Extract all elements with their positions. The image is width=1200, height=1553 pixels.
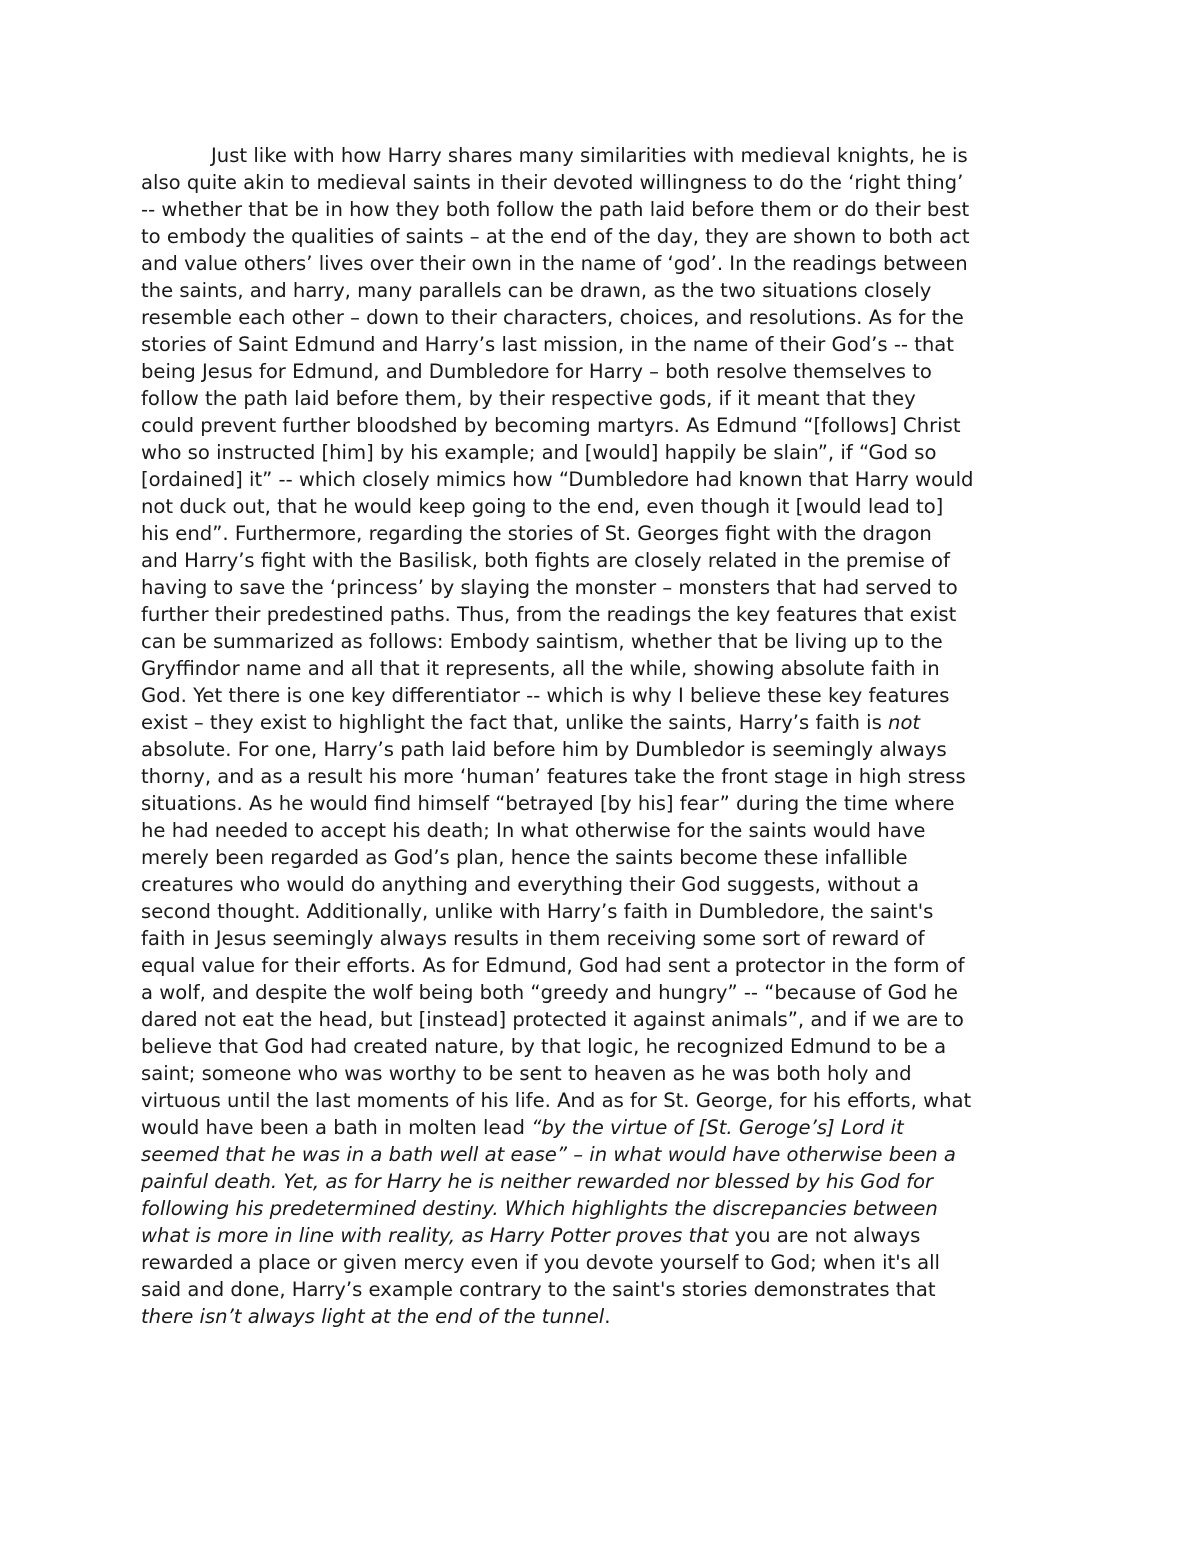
text-line: [141, 763, 1071, 790]
text-segment: Just like with how Harry shares many similarities with medieval knights, he is: [211, 144, 968, 167]
text-segment: faith in Jesus seemingly always results in them receiving some sort of reward of: [141, 927, 925, 950]
text-segment: believe that God had created nature, by that logic, he recognized Edmund to be a: [141, 1035, 947, 1058]
text-line: [141, 952, 1071, 979]
text-line: [141, 1060, 1071, 1087]
text-line: [141, 547, 1071, 574]
text-line: [141, 223, 1071, 250]
text-segment: further their predestined paths. Thus, from the readings the key features that exist: [141, 603, 957, 626]
text-line: [141, 925, 1071, 952]
text-line: [141, 682, 1071, 709]
text-segment: his end”. Furthermore, regarding the stories of St. Georges fight with the dragon: [141, 522, 932, 545]
text-line: [141, 1222, 1071, 1249]
italic-text-segment: what is more in line with reality, as Harry Potter proves that: [141, 1224, 735, 1247]
text-segment: can be summarized as follows: Embody saintism, whether that be living up to the: [141, 630, 943, 653]
text-segment: having to save the ‘princess’ by slaying the monster – monsters that had served to: [141, 576, 958, 599]
text-segment: would have been a bath in molten lead: [141, 1116, 532, 1139]
text-segment: could prevent further bloodshed by becoming martyrs. As Edmund “[follows] Christ: [141, 414, 961, 437]
text-line: [141, 304, 1071, 331]
text-line: [141, 439, 1071, 466]
italic-text-segment: not: [888, 711, 921, 734]
italic-text-segment: painful death. Yet, as for Harry he is neither rewarded nor blessed by his God for: [141, 1170, 934, 1193]
text-segment: who so instructed [him] by his example; and [would] happily be slain”, if “God so: [141, 441, 937, 464]
italic-text-segment: there isn’t always light at the end of the tunnel: [141, 1305, 605, 1328]
text-segment: [ordained] it” -- which closely mimics how “Dumbledore had known that Harry would: [141, 468, 974, 491]
text-line: [141, 1303, 1071, 1330]
text-segment: being Jesus for Edmund, and Dumbledore for Harry – both resolve themselves to: [141, 360, 932, 383]
text-line: [141, 142, 1071, 169]
text-segment: -- whether that be in how they both follow the path laid before them or do their best: [141, 198, 970, 221]
text-line: [141, 358, 1071, 385]
italic-text-segment: “by the virtue of [St. Geroge’s] Lord it: [531, 1116, 904, 1139]
text-line: [141, 844, 1071, 871]
text-segment: and Harry’s fight with the Basilisk, both fights are closely related in the premise of: [141, 549, 950, 572]
text-line: [141, 1006, 1071, 1033]
text-segment: saint; someone who was worthy to be sent to heaven as he was both holy and: [141, 1062, 912, 1085]
text-line: [141, 1114, 1071, 1141]
text-segment: stories of Saint Edmund and Harry’s last mission, in the name of their God’s -- that: [141, 333, 954, 356]
text-segment: to embody the qualities of saints – at the end of the day, they are shown to both act: [141, 225, 970, 248]
text-line: [141, 1276, 1071, 1303]
text-segment: God. Yet there is one key differentiator -- which is why I believe these key features: [141, 684, 950, 707]
text-segment: merely been regarded as God’s plan, hence the saints become these infallible: [141, 846, 908, 869]
essay-paragraph: [141, 142, 1071, 1330]
text-line: [141, 1249, 1071, 1276]
text-line: [141, 1033, 1071, 1060]
text-segment: exist – they exist to highlight the fact that, unlike the saints, Harry’s faith is: [141, 711, 889, 734]
text-line: [141, 1195, 1071, 1222]
text-line: [141, 871, 1071, 898]
text-segment: dared not eat the head, but [instead] protected it against animals”, and if we are to: [141, 1008, 964, 1031]
text-segment: creatures who would do anything and everything their God suggests, without a: [141, 873, 919, 896]
text-line: [141, 1168, 1071, 1195]
text-segment: follow the path laid before them, by their respective gods, if it meant that they: [141, 387, 916, 410]
text-line: [141, 493, 1071, 520]
text-segment: thorny, and as a result his more ‘human’ features take the front stage in high stress: [141, 765, 966, 788]
text-segment: the saints, and harry, many parallels can be drawn, as the two situations closely: [141, 279, 932, 302]
text-segment: situations. As he would find himself “betrayed [by his] fear” during the time where: [141, 792, 955, 815]
text-segment: second thought. Additionally, unlike with Harry’s faith in Dumbledore, the saint's: [141, 900, 934, 923]
text-segment: and value others’ lives over their own in the name of ‘god’. In the readings between: [141, 252, 968, 275]
text-segment: virtuous until the last moments of his life. And as for St. George, for his efforts, what: [141, 1089, 972, 1112]
text-line: [141, 1141, 1071, 1168]
italic-text-segment: following his predetermined destiny. Which highlights the discrepancies between: [141, 1197, 938, 1220]
text-line: [141, 655, 1071, 682]
text-line: [141, 1087, 1071, 1114]
text-segment: a wolf, and despite the wolf being both “greedy and hungry” -- “because of God he: [141, 981, 958, 1004]
text-line: [141, 250, 1071, 277]
text-line: [141, 574, 1071, 601]
text-line: [141, 520, 1071, 547]
text-line: [141, 898, 1071, 925]
text-line: [141, 601, 1071, 628]
text-line: [141, 466, 1071, 493]
text-line: [141, 736, 1071, 763]
text-segment: rewarded a place or given mercy even if you devote yourself to God; when it's all: [141, 1251, 940, 1274]
text-line: [141, 277, 1071, 304]
text-line: [141, 979, 1071, 1006]
text-line: [141, 790, 1071, 817]
text-segment: also quite akin to medieval saints in their devoted willingness to do the ‘right thing’: [141, 171, 964, 194]
text-line: [141, 196, 1071, 223]
italic-text-segment: seemed that he was in a bath well at ease” – in what would have otherwise been a: [141, 1143, 956, 1166]
text-segment: absolute. For one, Harry’s path laid before him by Dumbledor is seemingly always: [141, 738, 947, 761]
text-line: [141, 412, 1071, 439]
text-line: [141, 385, 1071, 412]
text-segment: resemble each other – down to their characters, choices, and resolutions. As for the: [141, 306, 964, 329]
text-line: [141, 709, 1071, 736]
text-segment: he had needed to accept his death; In what otherwise for the saints would have: [141, 819, 926, 842]
text-segment: you are not always: [734, 1224, 921, 1247]
text-segment: not duck out, that he would keep going to the end, even though it [would lead to]: [141, 495, 944, 518]
text-line: [141, 628, 1071, 655]
text-segment: said and done, Harry’s example contrary to the saint's stories demonstrates that: [141, 1278, 936, 1301]
text-segment: Gryffindor name and all that it represents, all the while, showing absolute faith in: [141, 657, 940, 680]
text-segment: equal value for their efforts. As for Edmund, God had sent a protector in the form of: [141, 954, 965, 977]
text-line: [141, 817, 1071, 844]
text-segment: .: [604, 1305, 611, 1328]
text-line: [141, 169, 1071, 196]
text-line: [141, 331, 1071, 358]
